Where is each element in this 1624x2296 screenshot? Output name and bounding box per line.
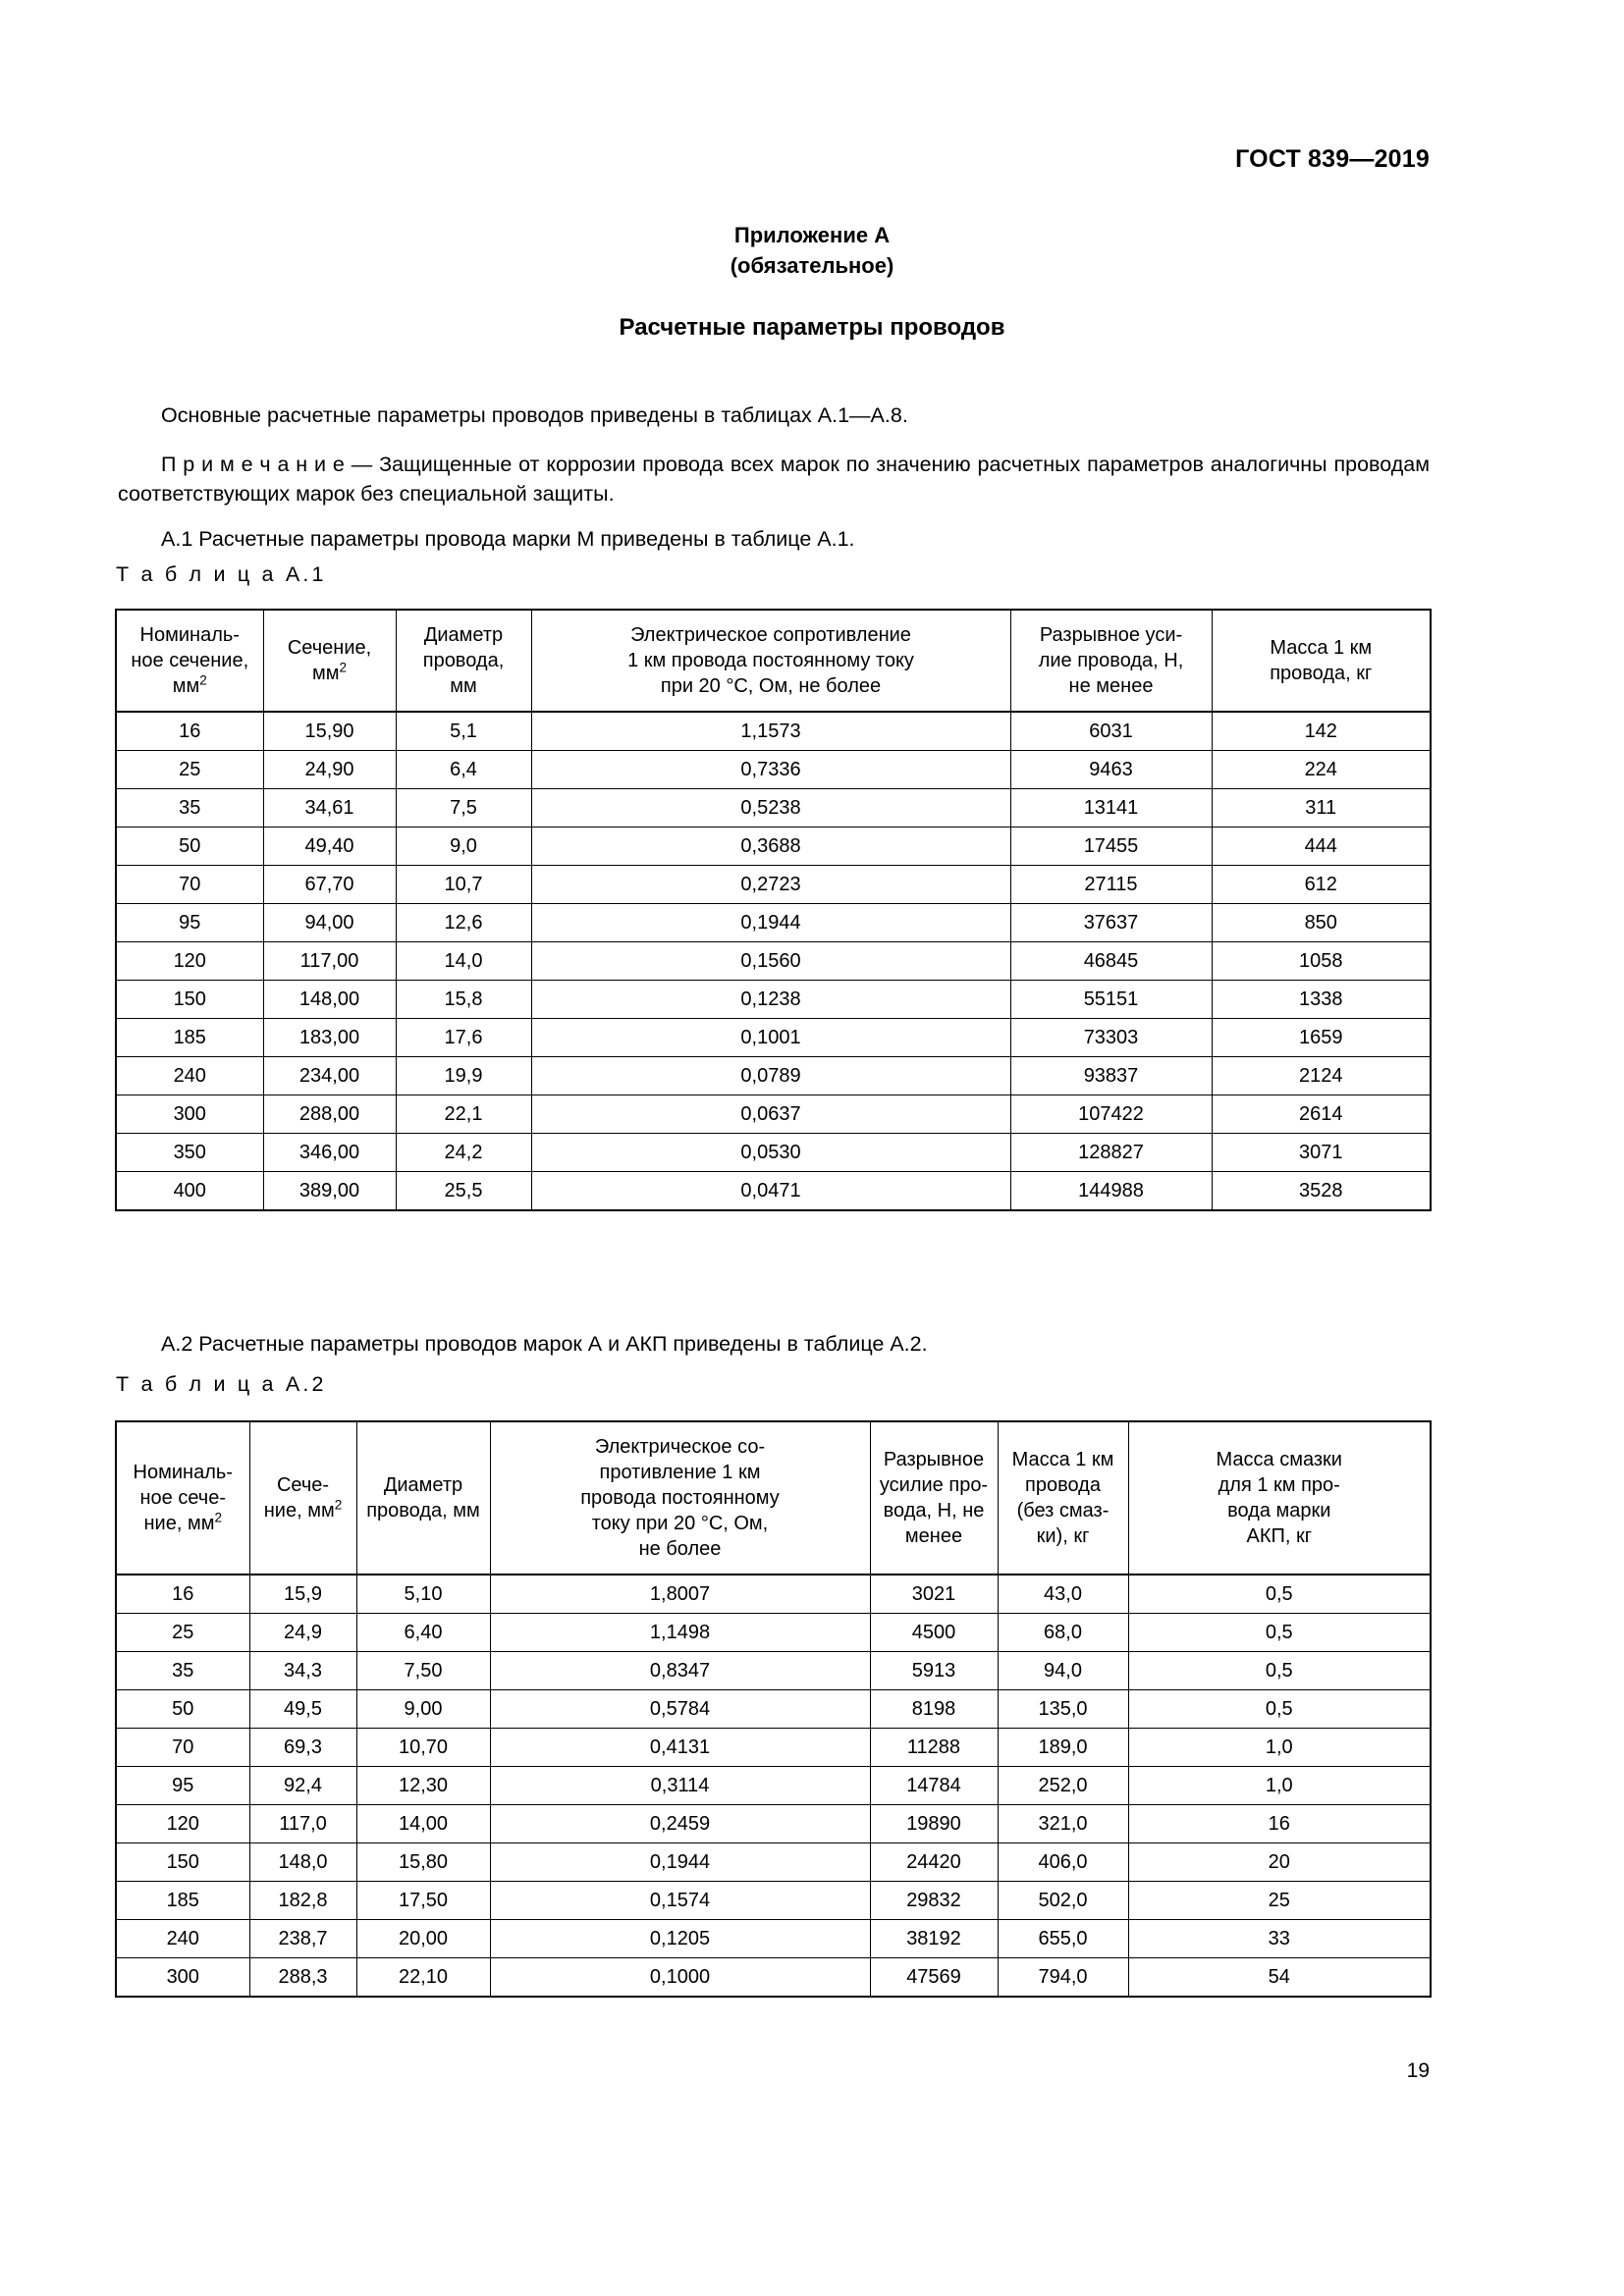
table-cell: 0,1001 — [531, 1019, 1010, 1057]
table-a2-header-line: провода, мм — [366, 1500, 480, 1522]
table-cell: 5,1 — [396, 712, 531, 751]
table-cell: 107422 — [1010, 1095, 1212, 1134]
table-cell: 0,1574 — [490, 1882, 870, 1920]
table-cell: 117,0 — [249, 1805, 356, 1843]
table-cell: 0,8347 — [490, 1652, 870, 1690]
table-cell: 300 — [116, 1095, 263, 1134]
table-cell: 6,40 — [356, 1614, 490, 1652]
table-a2-header-line: Номиналь- — [133, 1462, 233, 1483]
annex-title: Приложение А — [733, 223, 891, 247]
table-a1-header-cell-2 — [396, 610, 531, 712]
table-cell: 46845 — [1010, 942, 1212, 981]
table-a1-header-line: не менее — [1068, 675, 1154, 697]
table-cell: 0,7336 — [531, 751, 1010, 789]
table-cell: 0,1238 — [531, 981, 1010, 1019]
table-cell: 0,5 — [1128, 1614, 1431, 1652]
table-a1-header-cell-0 — [116, 610, 263, 712]
table-cell: 49,5 — [249, 1690, 356, 1729]
table-cell: 15,90 — [263, 712, 396, 751]
table-cell: 288,3 — [249, 1958, 356, 1998]
table-cell: 0,5 — [1128, 1690, 1431, 1729]
table-a1-header-line: при 20 °С, Ом, не более — [660, 675, 882, 697]
table-cell: 6031 — [1010, 712, 1212, 751]
paragraph-main-text: Основные расчетные параметры проводов приведены в таблицах А.1—А.8. — [161, 402, 908, 427]
table-cell: 50 — [116, 1690, 249, 1729]
table-cell: 0,1000 — [490, 1958, 870, 1998]
table-cell: 0,5784 — [490, 1690, 870, 1729]
table-cell: 1,8007 — [490, 1575, 870, 1614]
table-cell: 0,5 — [1128, 1575, 1431, 1614]
table-cell: 2124 — [1212, 1057, 1431, 1095]
paragraph-a2-intro — [118, 1329, 1430, 1359]
table-cell: 0,0637 — [531, 1095, 1010, 1134]
table-a2-header-line: ки), кг — [1036, 1525, 1090, 1547]
table-cell: 68,0 — [998, 1614, 1128, 1652]
table-cell: 7,5 — [396, 789, 531, 828]
table-cell: 189,0 — [998, 1729, 1128, 1767]
table-cell: 25 — [1128, 1882, 1431, 1920]
table-cell: 4500 — [870, 1614, 998, 1652]
table-cell: 95 — [116, 1767, 249, 1805]
table-cell: 35 — [116, 1652, 249, 1690]
table-row — [116, 1614, 1431, 1652]
table-cell: 54 — [1128, 1958, 1431, 1998]
table-cell: 34,3 — [249, 1652, 356, 1690]
table-cell: 1659 — [1212, 1019, 1431, 1057]
annex-title-block — [0, 220, 1624, 281]
table-cell: 70 — [116, 866, 263, 904]
table-cell: 43,0 — [998, 1575, 1128, 1614]
table-cell: 11288 — [870, 1729, 998, 1767]
table-cell: 15,80 — [356, 1843, 490, 1882]
table-cell: 238,7 — [249, 1920, 356, 1958]
table-cell: 0,2723 — [531, 866, 1010, 904]
table-row — [116, 1652, 1431, 1690]
table-cell: 70 — [116, 1729, 249, 1767]
table-cell: 92,4 — [249, 1767, 356, 1805]
paragraph-a1-text: А.1 Расчетные параметры провода марки М приведены в таблице А.1. — [161, 526, 855, 551]
paragraph-a2-text: А.2 Расчетные параметры проводов марок А и АКП приведены в таблице А.2. — [161, 1331, 928, 1356]
table-cell: 0,1205 — [490, 1920, 870, 1958]
table-cell: 350 — [116, 1134, 263, 1172]
table-cell: 47569 — [870, 1958, 998, 1998]
table-a2-header-line: провода постоянному — [580, 1487, 780, 1509]
paragraph-a1-intro — [118, 524, 1430, 554]
table-a2-header-line: не более — [638, 1538, 722, 1560]
table-cell: 17455 — [1010, 828, 1212, 866]
standard-designation: ГОСТ 839—2019 — [1235, 145, 1430, 173]
table-cell: 234,00 — [263, 1057, 396, 1095]
table-cell: 73303 — [1010, 1019, 1212, 1057]
table-row — [116, 1019, 1431, 1057]
table-cell: 25 — [116, 1614, 249, 1652]
table-cell: 1058 — [1212, 942, 1431, 981]
table-a1-header-cell-1 — [263, 610, 396, 712]
table-cell: 24420 — [870, 1843, 998, 1882]
table-a2-header-cell-2 — [356, 1421, 490, 1575]
table-cell: 240 — [116, 1920, 249, 1958]
table-cell: 49,40 — [263, 828, 396, 866]
table-cell: 25,5 — [396, 1172, 531, 1211]
table-a2 — [115, 1420, 1432, 1998]
section-title: Расчетные параметры проводов — [619, 314, 1005, 341]
table-cell: 8198 — [870, 1690, 998, 1729]
table-cell: 15,8 — [396, 981, 531, 1019]
table-cell: 95 — [116, 904, 263, 942]
table-a1-header-line: Электрическое сопротивление — [630, 624, 911, 646]
table-cell: 0,0530 — [531, 1134, 1010, 1172]
table-a2-header-line: (без смаз- — [1016, 1500, 1110, 1522]
superscript-2: 2 — [334, 1497, 343, 1513]
annex-subtitle: (обязательное) — [730, 253, 894, 278]
table-cell: 850 — [1212, 904, 1431, 942]
table-cell: 35 — [116, 789, 263, 828]
table-cell: 16 — [116, 712, 263, 751]
table-cell: 0,5238 — [531, 789, 1010, 828]
table-a1-header-line: $мм^2$ — [172, 672, 207, 697]
table-cell: 0,4131 — [490, 1729, 870, 1767]
table-cell: 25 — [116, 751, 263, 789]
table-cell: 150 — [116, 981, 263, 1019]
table-a2-header-line: ние, $мм^2$ — [263, 1497, 343, 1522]
table-a1-header-cell-5 — [1212, 610, 1431, 712]
table-cell: 38192 — [870, 1920, 998, 1958]
table-a2-header-cell-6 — [1128, 1421, 1431, 1575]
table-a2-header-cell-1 — [249, 1421, 356, 1575]
table-row — [116, 828, 1431, 866]
table-cell: 7,50 — [356, 1652, 490, 1690]
superscript-2: 2 — [339, 660, 348, 675]
table-cell: 148,0 — [249, 1843, 356, 1882]
table-cell: 502,0 — [998, 1882, 1128, 1920]
table-cell: 0,3688 — [531, 828, 1010, 866]
table-row — [116, 1805, 1431, 1843]
table-cell: 185 — [116, 1019, 263, 1057]
table-cell: 120 — [116, 942, 263, 981]
table-cell: 252,0 — [998, 1767, 1128, 1805]
table-a1-head — [116, 610, 1431, 712]
superscript-2: 2 — [214, 1510, 222, 1525]
table-cell: 69,3 — [249, 1729, 356, 1767]
table-row — [116, 1690, 1431, 1729]
table-cell: 14,00 — [356, 1805, 490, 1843]
table-row — [116, 751, 1431, 789]
table-cell: 240 — [116, 1057, 263, 1095]
table-a2-header-line: Диаметр — [383, 1474, 463, 1496]
table-cell: 94,00 — [263, 904, 396, 942]
table-cell: 22,10 — [356, 1958, 490, 1998]
table-cell: 55151 — [1010, 981, 1212, 1019]
table-row — [116, 1882, 1431, 1920]
table-cell: 346,00 — [263, 1134, 396, 1172]
table-row — [116, 1958, 1431, 1998]
table-cell: 50 — [116, 828, 263, 866]
table-cell: 0,0789 — [531, 1057, 1010, 1095]
table-cell: 185 — [116, 1882, 249, 1920]
table-cell: 94,0 — [998, 1652, 1128, 1690]
table-a2-header-line: провода — [1025, 1474, 1101, 1496]
table-cell: 0,1944 — [490, 1843, 870, 1882]
table-row — [116, 1575, 1431, 1614]
paragraph-main-intro — [118, 400, 1430, 430]
table-a2-header-line: Масса смазки — [1216, 1449, 1342, 1470]
table-cell: 0,1560 — [531, 942, 1010, 981]
table-cell: 13141 — [1010, 789, 1212, 828]
table-cell: 406,0 — [998, 1843, 1128, 1882]
table-row — [116, 712, 1431, 751]
superscript-2: 2 — [199, 672, 207, 688]
table-a2-head — [116, 1421, 1431, 1575]
table-a2-header-line: току при 20 °С, Ом, — [591, 1513, 769, 1534]
table-a1-header-line: Сечение, — [287, 637, 372, 659]
table-row — [116, 1920, 1431, 1958]
table-a2-header-line: для 1 км про- — [1218, 1474, 1340, 1496]
table-cell: 0,1944 — [531, 904, 1010, 942]
table-cell: 67,70 — [263, 866, 396, 904]
table-row — [116, 1767, 1431, 1805]
table-cell: 655,0 — [998, 1920, 1128, 1958]
table-cell: 1338 — [1212, 981, 1431, 1019]
table-cell: 0,5 — [1128, 1652, 1431, 1690]
table-a2-header-line: вода, Н, не — [883, 1500, 985, 1522]
table-cell: 12,6 — [396, 904, 531, 942]
table-row — [116, 1172, 1431, 1211]
table-cell: 16 — [116, 1575, 249, 1614]
table-a2-header-row — [116, 1421, 1431, 1575]
table-row — [116, 1729, 1431, 1767]
table-cell: 794,0 — [998, 1958, 1128, 1998]
table-cell: 183,00 — [263, 1019, 396, 1057]
table-cell: 34,61 — [263, 789, 396, 828]
table-cell: 288,00 — [263, 1095, 396, 1134]
table-a2-body — [116, 1575, 1431, 1997]
table-cell: 17,50 — [356, 1882, 490, 1920]
table-a2-header-line: вода марки — [1227, 1500, 1331, 1522]
table-a2-header-line: Электрическое со- — [594, 1436, 766, 1458]
table-cell: 1,1498 — [490, 1614, 870, 1652]
table-cell: 9463 — [1010, 751, 1212, 789]
table-cell: 148,00 — [263, 981, 396, 1019]
table-a1-header-line: 1 км провода постоянному току — [627, 650, 914, 671]
table-row — [116, 981, 1431, 1019]
table-cell: 3071 — [1212, 1134, 1431, 1172]
table-cell: 19,9 — [396, 1057, 531, 1095]
table-cell: 14,0 — [396, 942, 531, 981]
table-a1-header-line: провода, — [422, 650, 505, 671]
table-cell: 150 — [116, 1843, 249, 1882]
table-cell: 224 — [1212, 751, 1431, 789]
table-cell: 389,00 — [263, 1172, 396, 1211]
table-a1-header-line: мм — [450, 675, 477, 697]
table-a2-header-cell-3 — [490, 1421, 870, 1575]
table-a1-header-line: Диаметр — [423, 624, 504, 646]
table-cell: 17,6 — [396, 1019, 531, 1057]
table-cell: 20 — [1128, 1843, 1431, 1882]
table-a1 — [115, 609, 1432, 1211]
table-cell: 612 — [1212, 866, 1431, 904]
table-cell: 5913 — [870, 1652, 998, 1690]
table-a2-header-line: Разрывное — [883, 1449, 985, 1470]
table-a1-header-line: $мм^2$ — [311, 660, 348, 684]
table-a2-header-line: противление 1 км — [599, 1462, 761, 1483]
table-cell: 135,0 — [998, 1690, 1128, 1729]
table-cell: 14784 — [870, 1767, 998, 1805]
table-a2-header-line: АКП, кг — [1246, 1525, 1313, 1547]
table-row — [116, 789, 1431, 828]
table-cell: 24,9 — [249, 1614, 356, 1652]
table-cell: 9,0 — [396, 828, 531, 866]
table-cell: 27115 — [1010, 866, 1212, 904]
table-row — [116, 1057, 1431, 1095]
page-number: 19 — [1406, 2059, 1430, 2082]
table-row — [116, 942, 1431, 981]
table-cell: 15,9 — [249, 1575, 356, 1614]
table-a1-header-line: ное сечение, — [131, 650, 249, 671]
table-cell: 182,8 — [249, 1882, 356, 1920]
table-cell: 400 — [116, 1172, 263, 1211]
table-cell: 3528 — [1212, 1172, 1431, 1211]
table-cell: 142 — [1212, 712, 1431, 751]
table-row — [116, 1134, 1431, 1172]
table-a2-header-line: ное сече- — [139, 1487, 226, 1509]
table-cell: 3021 — [870, 1575, 998, 1614]
table-cell: 2614 — [1212, 1095, 1431, 1134]
table-a1-header-line: Разрывное уси- — [1039, 624, 1183, 646]
table-cell: 0,3114 — [490, 1767, 870, 1805]
table-cell: 29832 — [870, 1882, 998, 1920]
table-row — [116, 1095, 1431, 1134]
table-cell: 128827 — [1010, 1134, 1212, 1172]
note-label: П р и м е ч а н и е — [161, 452, 345, 476]
table-cell: 300 — [116, 1958, 249, 1998]
table-cell: 311 — [1212, 789, 1431, 828]
table-cell: 10,70 — [356, 1729, 490, 1767]
table-a2-header-line: усилие про- — [879, 1474, 989, 1496]
table-cell: 117,00 — [263, 942, 396, 981]
table-a2-header-line: ние, $мм^2$ — [143, 1510, 222, 1534]
table-cell: 144988 — [1010, 1172, 1212, 1211]
table-cell: 12,30 — [356, 1767, 490, 1805]
table-cell: 20,00 — [356, 1920, 490, 1958]
table-a2-header-cell-4 — [870, 1421, 998, 1575]
table-a2-header-line: менее — [904, 1525, 963, 1547]
table-cell: 1,0 — [1128, 1767, 1431, 1805]
table-a1-header-cell-3 — [531, 610, 1010, 712]
table-cell: 93837 — [1010, 1057, 1212, 1095]
table-a1-header-line: Масса 1 км — [1270, 637, 1373, 659]
table-cell: 1,1573 — [531, 712, 1010, 751]
table-a2-header-line: Сече- — [276, 1474, 330, 1496]
table-a1-header-line: Номиналь- — [139, 624, 240, 646]
table-cell: 321,0 — [998, 1805, 1128, 1843]
table-cell: 24,90 — [263, 751, 396, 789]
table-a2-header-cell-0 — [116, 1421, 249, 1575]
table-cell: 19890 — [870, 1805, 998, 1843]
table-a2-caption: Т а б л и ц а А.2 — [116, 1372, 327, 1396]
table-cell: 16 — [1128, 1805, 1431, 1843]
table-cell: 6,4 — [396, 751, 531, 789]
table-row — [116, 904, 1431, 942]
table-a2-header-line: Масса 1 км — [1011, 1449, 1114, 1470]
table-row — [116, 1843, 1431, 1882]
table-row — [116, 866, 1431, 904]
table-cell: 0,2459 — [490, 1805, 870, 1843]
table-cell: 120 — [116, 1805, 249, 1843]
table-cell: 37637 — [1010, 904, 1212, 942]
table-cell: 1,0 — [1128, 1729, 1431, 1767]
table-a1-header-line: лие провода, Н, — [1038, 650, 1184, 671]
table-cell: 0,0471 — [531, 1172, 1010, 1211]
paragraph-note — [118, 450, 1430, 508]
table-cell: 5,10 — [356, 1575, 490, 1614]
table-cell: 33 — [1128, 1920, 1431, 1958]
table-a1-header-cell-4 — [1010, 610, 1212, 712]
table-a2-header-cell-5 — [998, 1421, 1128, 1575]
table-cell: 24,2 — [396, 1134, 531, 1172]
table-a1-header-line: провода, кг — [1270, 663, 1373, 684]
table-a1-body — [116, 712, 1431, 1210]
table-a1-caption: Т а б л и ц а А.1 — [116, 562, 327, 586]
note-body: — Защищенные от коррозии провода всех марок по значению расчетных параметров аналогичны проводам соответствующих марок без специальной защиты. — [118, 452, 1430, 506]
table-cell: 444 — [1212, 828, 1431, 866]
table-a1-header-row — [116, 610, 1431, 712]
table-cell: 10,7 — [396, 866, 531, 904]
table-cell: 22,1 — [396, 1095, 531, 1134]
table-cell: 9,00 — [356, 1690, 490, 1729]
